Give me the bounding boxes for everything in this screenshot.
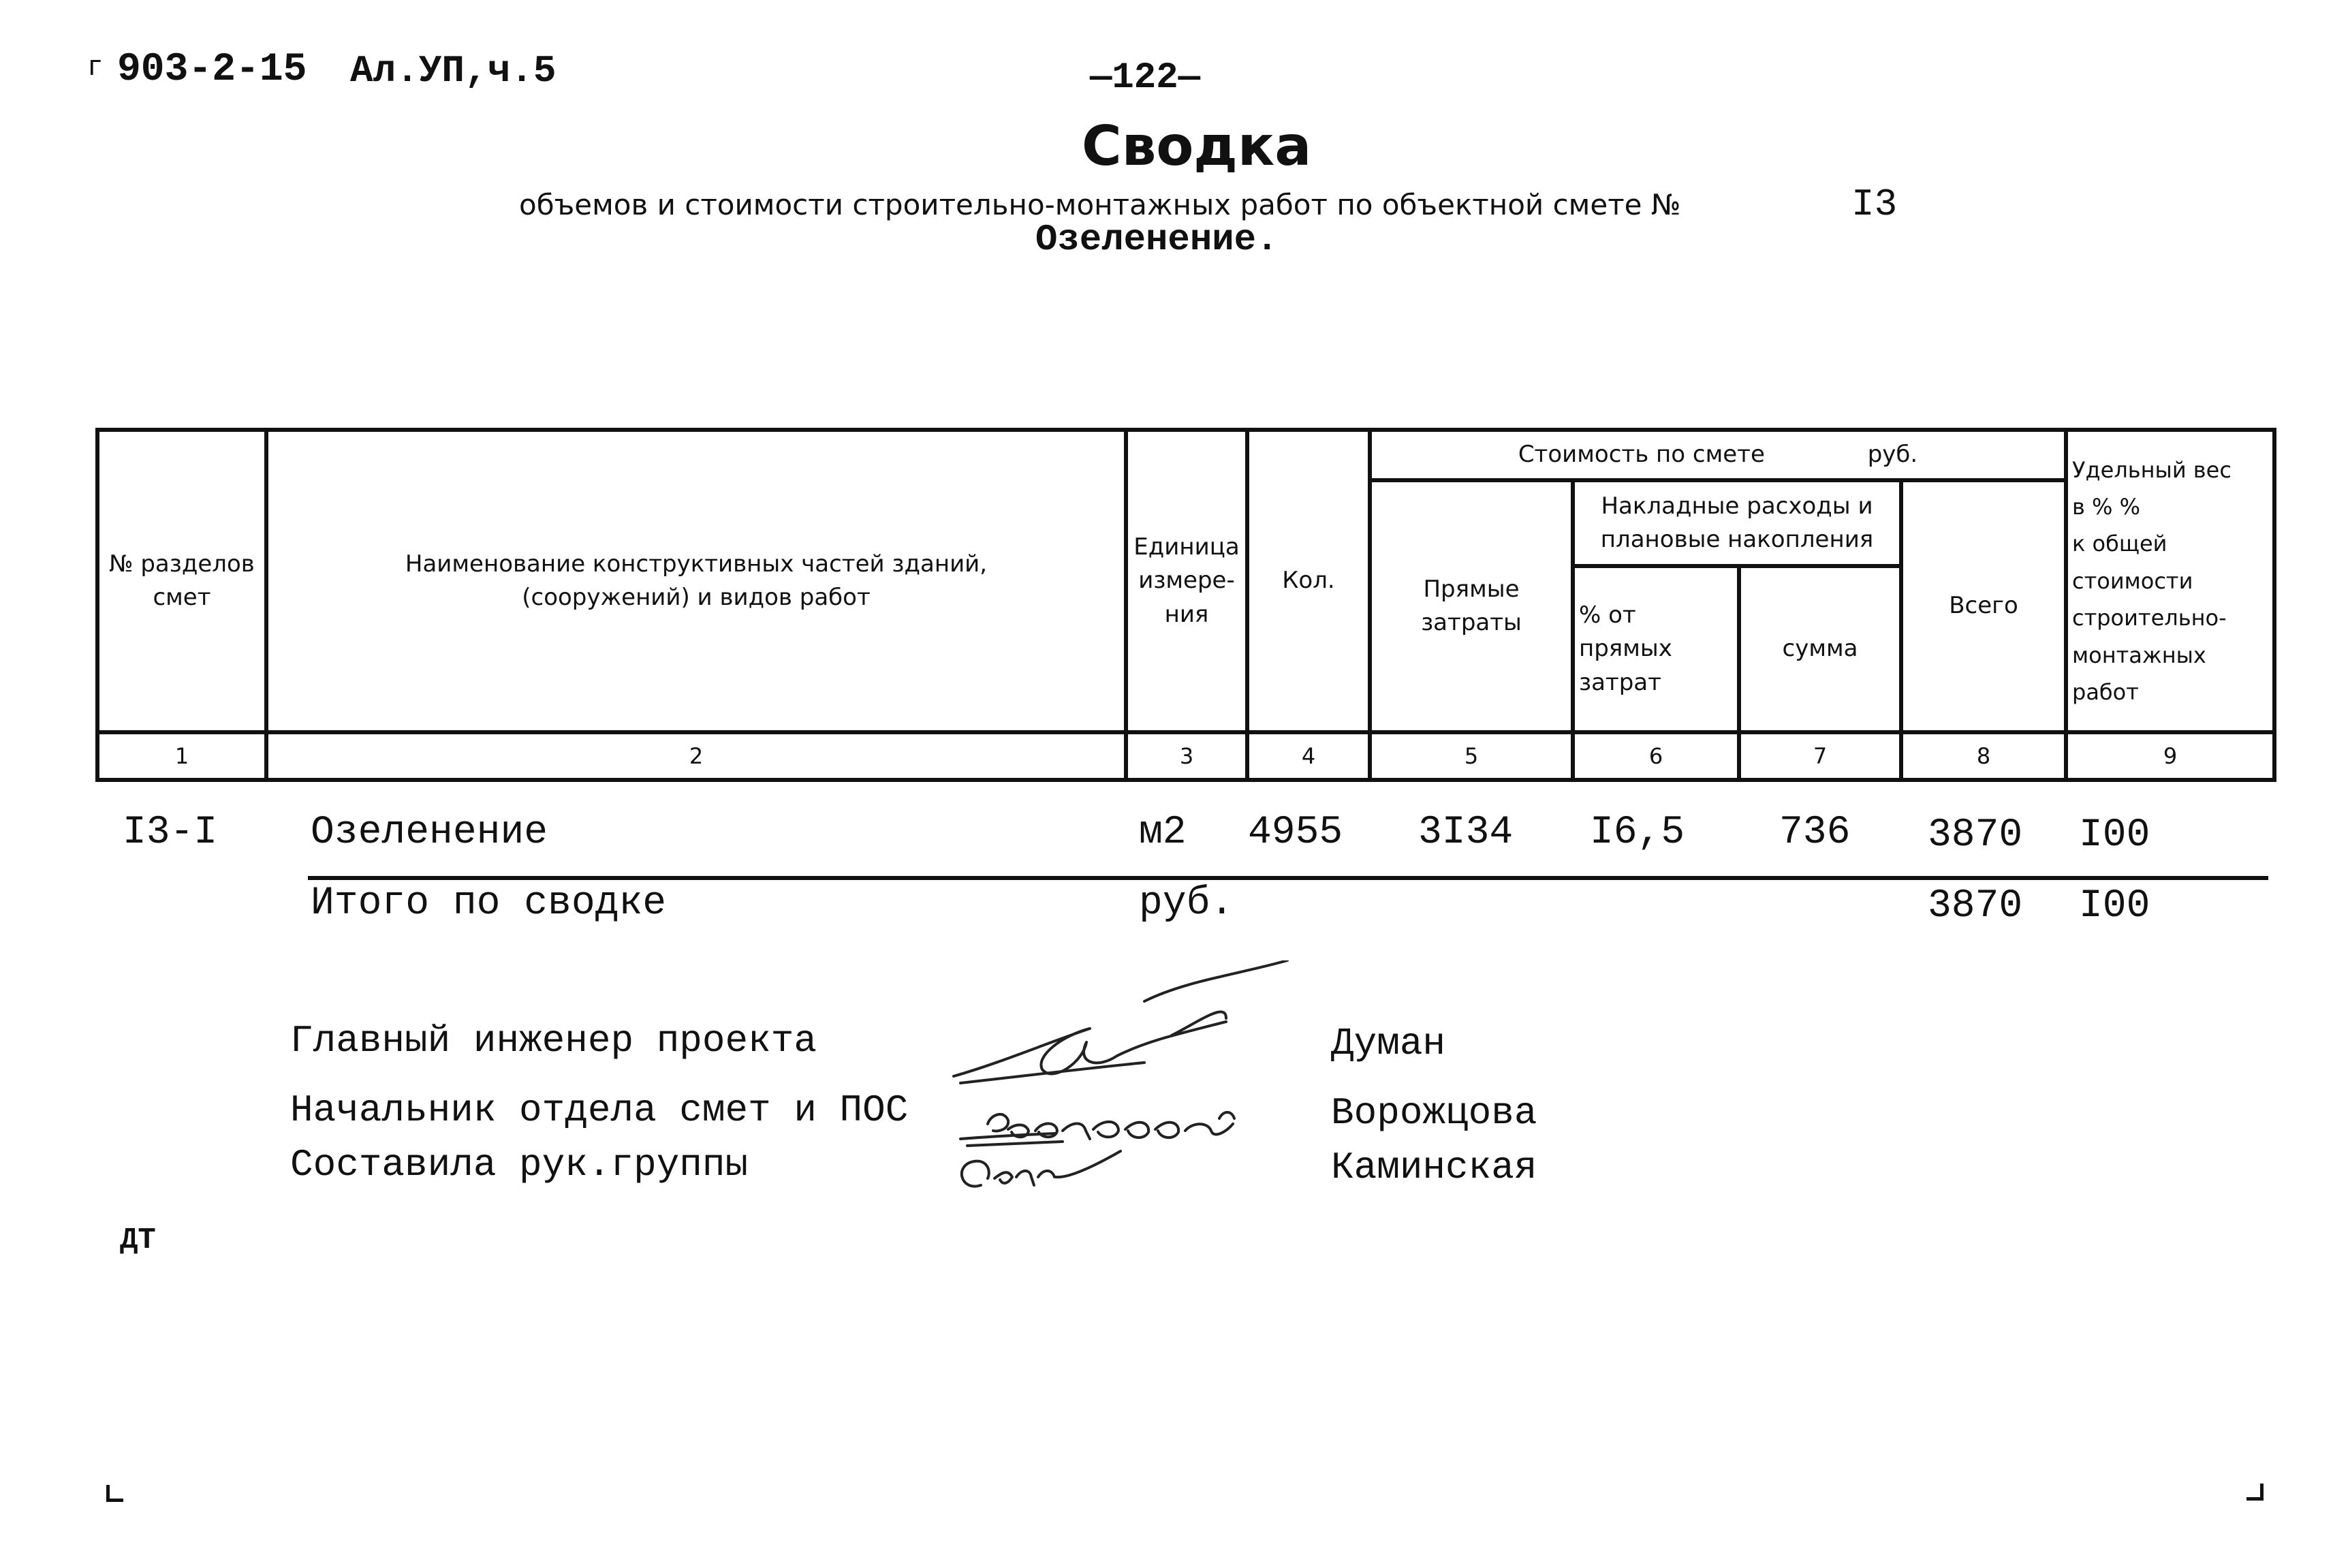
signature-role-estimates-head: Начальник отдела смет и ПОС — [290, 1088, 909, 1132]
header-overhead-group: Накладные расходы и плановые накопления — [1573, 480, 1901, 566]
column-number-7: 7 — [1739, 732, 1901, 780]
header-overhead-sum: сумма — [1739, 566, 1901, 732]
signature-role-compiler: Составила рук.группы — [290, 1143, 749, 1187]
header-work-name — [266, 430, 1126, 732]
signature-name-chief-engineer: Думан — [1331, 1022, 1446, 1065]
column-number-3: 3 — [1126, 732, 1247, 780]
column-number-8: 8 — [1901, 732, 2066, 780]
header-section-number: № разделов смет — [97, 430, 266, 732]
header-share-line6: монтажных — [2072, 642, 2206, 668]
totals-total: 3870 — [1928, 884, 2023, 928]
header-cost-group-label: Стоимость по смете — [1518, 441, 1765, 469]
header-cost-unit: руб. — [1867, 441, 1918, 469]
header-share-line7: работ — [2072, 678, 2139, 705]
row-section: I3-I — [123, 811, 218, 855]
header-quantity: Кол. — [1247, 430, 1370, 732]
row-overhead-percent: I6,5 — [1590, 811, 1685, 855]
totals-label: Итого по сводке — [311, 881, 667, 926]
row-unit: м2 — [1139, 811, 1187, 855]
corner-bracket-bottom-right — [2246, 1484, 2264, 1501]
footer-mark: ДТ — [120, 1223, 156, 1257]
column-number-2: 2 — [266, 732, 1126, 780]
header-share-line3: к общей — [2072, 531, 2167, 557]
header-work-name-line2: (сооружений) и видов работ — [522, 584, 871, 611]
header-share-line5: строительно- — [2072, 605, 2227, 631]
signature-name-estimates-head: Ворожцова — [1331, 1091, 1537, 1135]
signature-name-compiler: Каминская — [1331, 1146, 1537, 1189]
row-direct-costs: 3I34 — [1418, 811, 1514, 855]
row-share-percent: I00 — [2079, 813, 2150, 858]
signature-role-chief-engineer: Главный инженер проекта — [290, 1019, 817, 1063]
summary-table-header — [95, 428, 2276, 782]
document-code: 903-2-15 — [117, 48, 307, 92]
estimate-number: I3 — [1851, 183, 1898, 226]
row-quantity: 4955 — [1248, 811, 1343, 855]
header-total: Всего — [1901, 480, 2066, 732]
album-reference: Ал.УП,ч.5 — [350, 49, 557, 93]
document-subtitle: объемов и стоимости строительно-монтажных работ по объектной смете № — [519, 188, 1681, 221]
row-overhead-sum: 736 — [1779, 811, 1851, 855]
header-share-line2: в % % — [2072, 494, 2141, 520]
header-cost-group — [1370, 430, 2066, 480]
header-overhead-percent: % от прямых затрат — [1573, 566, 1739, 732]
column-number-5: 5 — [1370, 732, 1573, 780]
handwritten-signature-image — [940, 960, 1321, 1206]
row-total: 3870 — [1928, 813, 2023, 858]
header-share-line1: Удельный вес — [2072, 456, 2232, 483]
row-name: Озеленение — [311, 811, 548, 855]
corner-bracket-bottom-left — [106, 1485, 123, 1502]
totals-share-percent: I00 — [2079, 884, 2150, 928]
corner-mark: г — [87, 50, 104, 82]
column-number-6: 6 — [1573, 732, 1739, 780]
totals-unit: руб. — [1139, 881, 1234, 926]
header-work-name-line1: Наименование конструктивных частей зданий, — [405, 550, 988, 578]
column-number-1: 1 — [97, 732, 266, 780]
totals-divider — [308, 876, 2268, 880]
column-number-4: 4 — [1247, 732, 1370, 780]
header-direct-costs: Прямые затраты — [1370, 480, 1573, 732]
object-name: Озеленение. — [1035, 219, 1279, 261]
column-number-9: 9 — [2066, 732, 2274, 780]
page-number: —122— — [1090, 57, 1201, 99]
header-unit: Единица измере- ния — [1126, 430, 1247, 732]
header-share-percent — [2066, 430, 2274, 732]
document-title: Сводка — [1082, 114, 1312, 178]
header-share-line4: стоимости — [2072, 567, 2193, 594]
